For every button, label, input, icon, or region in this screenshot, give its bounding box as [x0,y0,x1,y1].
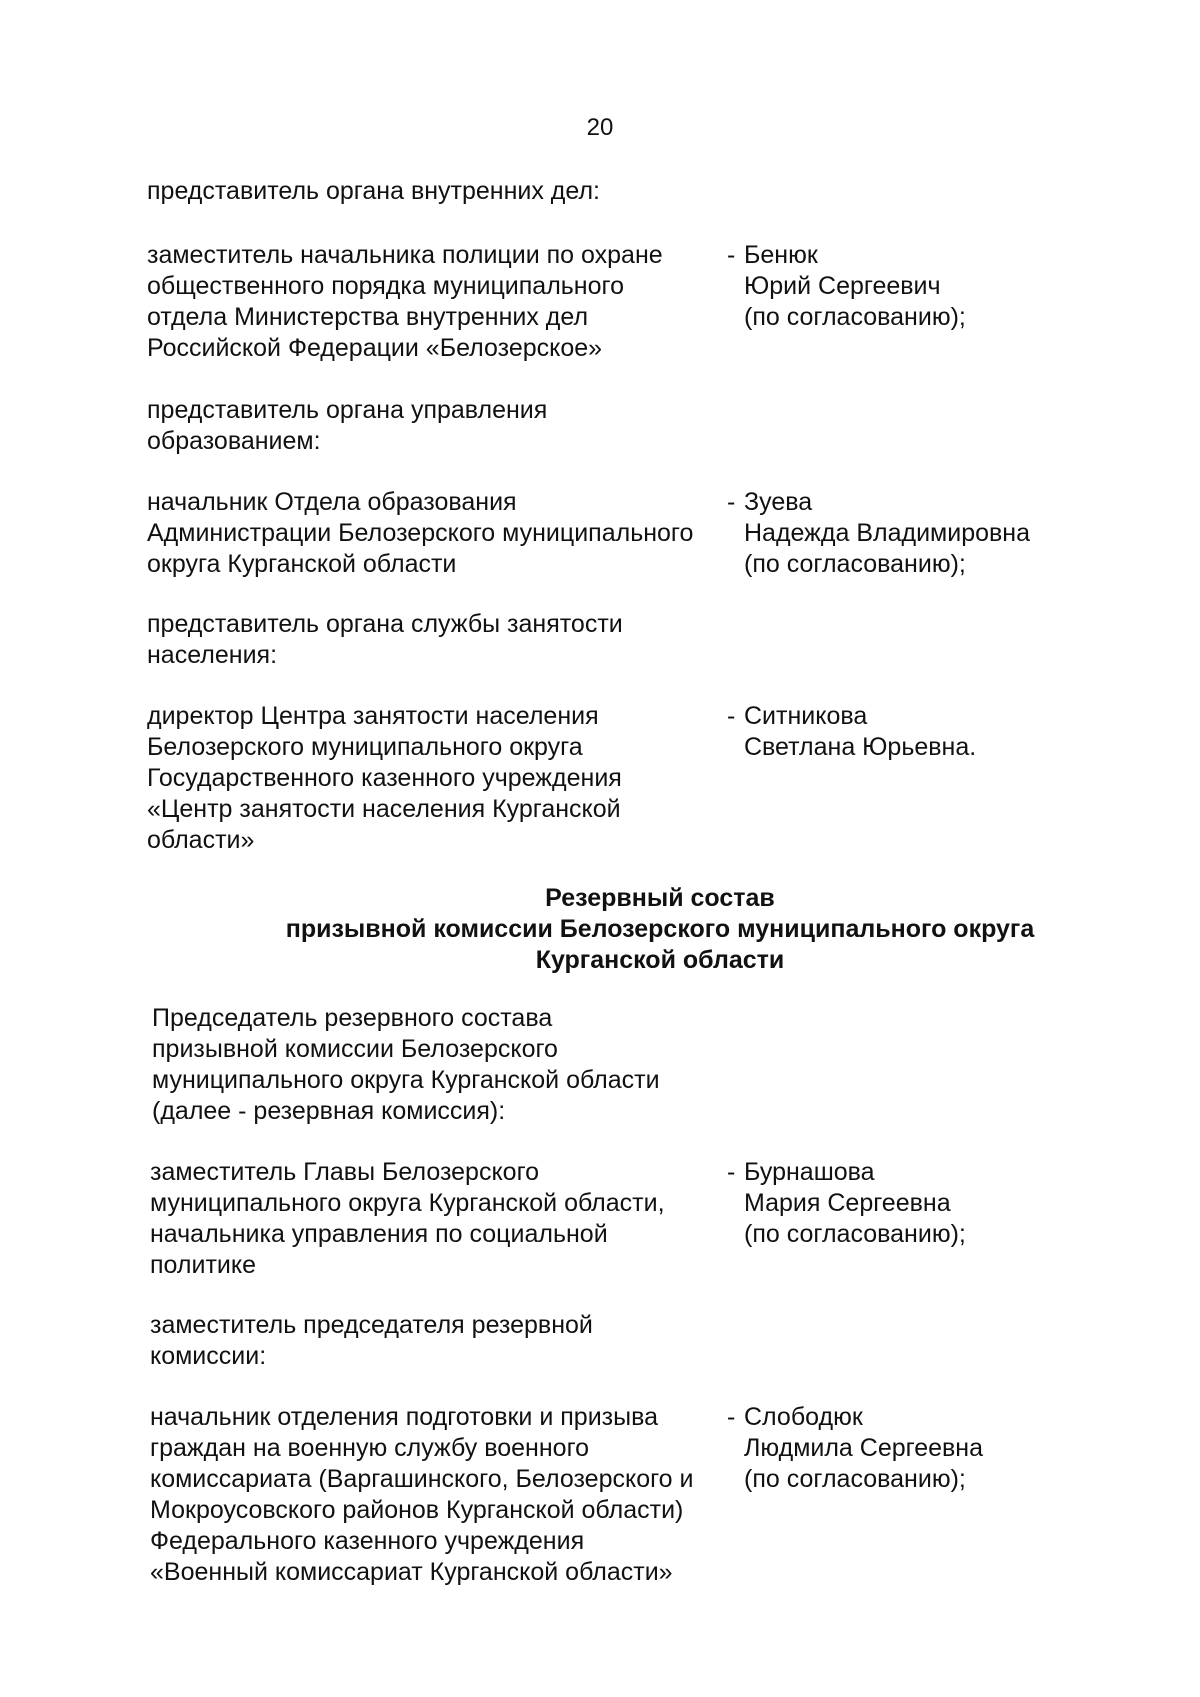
page-number: 20 [586,114,614,141]
position-line: политике [150,1251,256,1279]
member-position [147,240,727,364]
position-line: отдела Министерства внутренних дел [147,303,589,331]
position-line: «Центр занятости населения Курганской [147,795,621,823]
position-line: директор Центра занятости населения [147,702,599,730]
heading-line: заместитель председателя резервной [150,1311,593,1339]
name-line: Бурнашова [744,1158,875,1186]
position-line: Российской Федерации «Белозерское» [147,334,603,362]
position-line: общественного порядка муниципального [147,272,624,300]
heading-line: представитель органа службы занятости [147,610,623,638]
name-line: (по согласованию); [744,1220,966,1248]
position-line: начальник отделения подготовки и призыва [150,1403,658,1431]
section-title-line: Курганской области [535,946,785,974]
member-position [150,1157,730,1281]
position-line: комиссариата (Варгашинского, Белозерского и [150,1465,694,1493]
position-line: заместитель Главы Белозерского [150,1158,540,1186]
name-line: Слободюк [744,1403,863,1431]
section-title-line: призывной комиссии Белозерского муниципального округа [285,915,1035,943]
section-heading-education [147,395,547,457]
section-title-line: Резервный состав [545,884,775,912]
member-position [147,487,727,580]
heading-line: муниципального округа Курганской области [152,1066,660,1094]
position-line: граждан на военную службу военного [150,1434,590,1462]
position-line: заместитель начальника полиции по охране [147,241,663,269]
heading-line: представитель органа управления [147,396,548,424]
heading-line: Председатель резервного состава [152,1004,553,1032]
section-heading-reserve-deputy [150,1310,593,1372]
member-position [147,701,727,856]
member-name [744,487,1144,580]
name-line: Бенюк [744,241,818,269]
position-line: Белозерского муниципального округа [147,733,583,761]
reserve-section-title [0,883,1200,976]
entry-dash: - [727,488,736,516]
member-name [744,701,1144,763]
heading-line: населения: [147,641,278,669]
heading-line: призывной комиссии Белозерского [152,1035,558,1063]
member-name [744,1402,1144,1495]
position-line: округа Курганской области [147,550,457,578]
section-heading-internal-affairs [147,176,600,207]
member-position [150,1402,730,1588]
name-line: Мария Сергеевна [744,1189,951,1217]
member-name [744,1157,1144,1250]
position-line: муниципального округа Курганской области, [150,1189,665,1217]
name-line: Ситникова [744,702,868,730]
position-line: Мокроусовского районов Курганской области) [150,1496,684,1524]
name-line: Юрий Сергеевич [744,272,941,300]
heading-line: комиссии: [150,1342,267,1370]
position-line: «Военный комиссариат Курганской области» [150,1558,673,1586]
name-line: (по согласованию); [744,303,966,331]
position-line: начальник Отдела образования [147,488,517,516]
position-line: Федерального казенного учреждения [150,1527,585,1555]
position-line: начальника управления по социальной [150,1220,608,1248]
name-line: Светлана Юрьевна. [744,733,977,761]
section-heading-employment [147,609,623,671]
entry-dash: - [727,1403,736,1431]
entry-dash: - [727,1158,736,1186]
name-line: (по согласованию); [744,550,966,578]
heading-line: образованием: [147,427,321,455]
section-heading-reserve-chairman [152,1003,660,1127]
name-line: Надежда Владимировна [744,519,1030,547]
position-line: Государственного казенного учреждения [147,764,622,792]
member-name [744,240,1144,333]
position-line: Администрации Белозерского муниципального [147,519,694,547]
name-line: (по согласованию); [744,1465,966,1493]
position-line: области» [147,826,255,854]
heading-line: представитель органа внутренних дел: [147,177,601,205]
name-line: Зуева [744,488,813,516]
entry-dash: - [727,702,736,730]
name-line: Людмила Сергеевна [744,1434,984,1462]
entry-dash: - [727,241,736,269]
heading-line: (далее - резервная комиссия): [152,1097,506,1125]
